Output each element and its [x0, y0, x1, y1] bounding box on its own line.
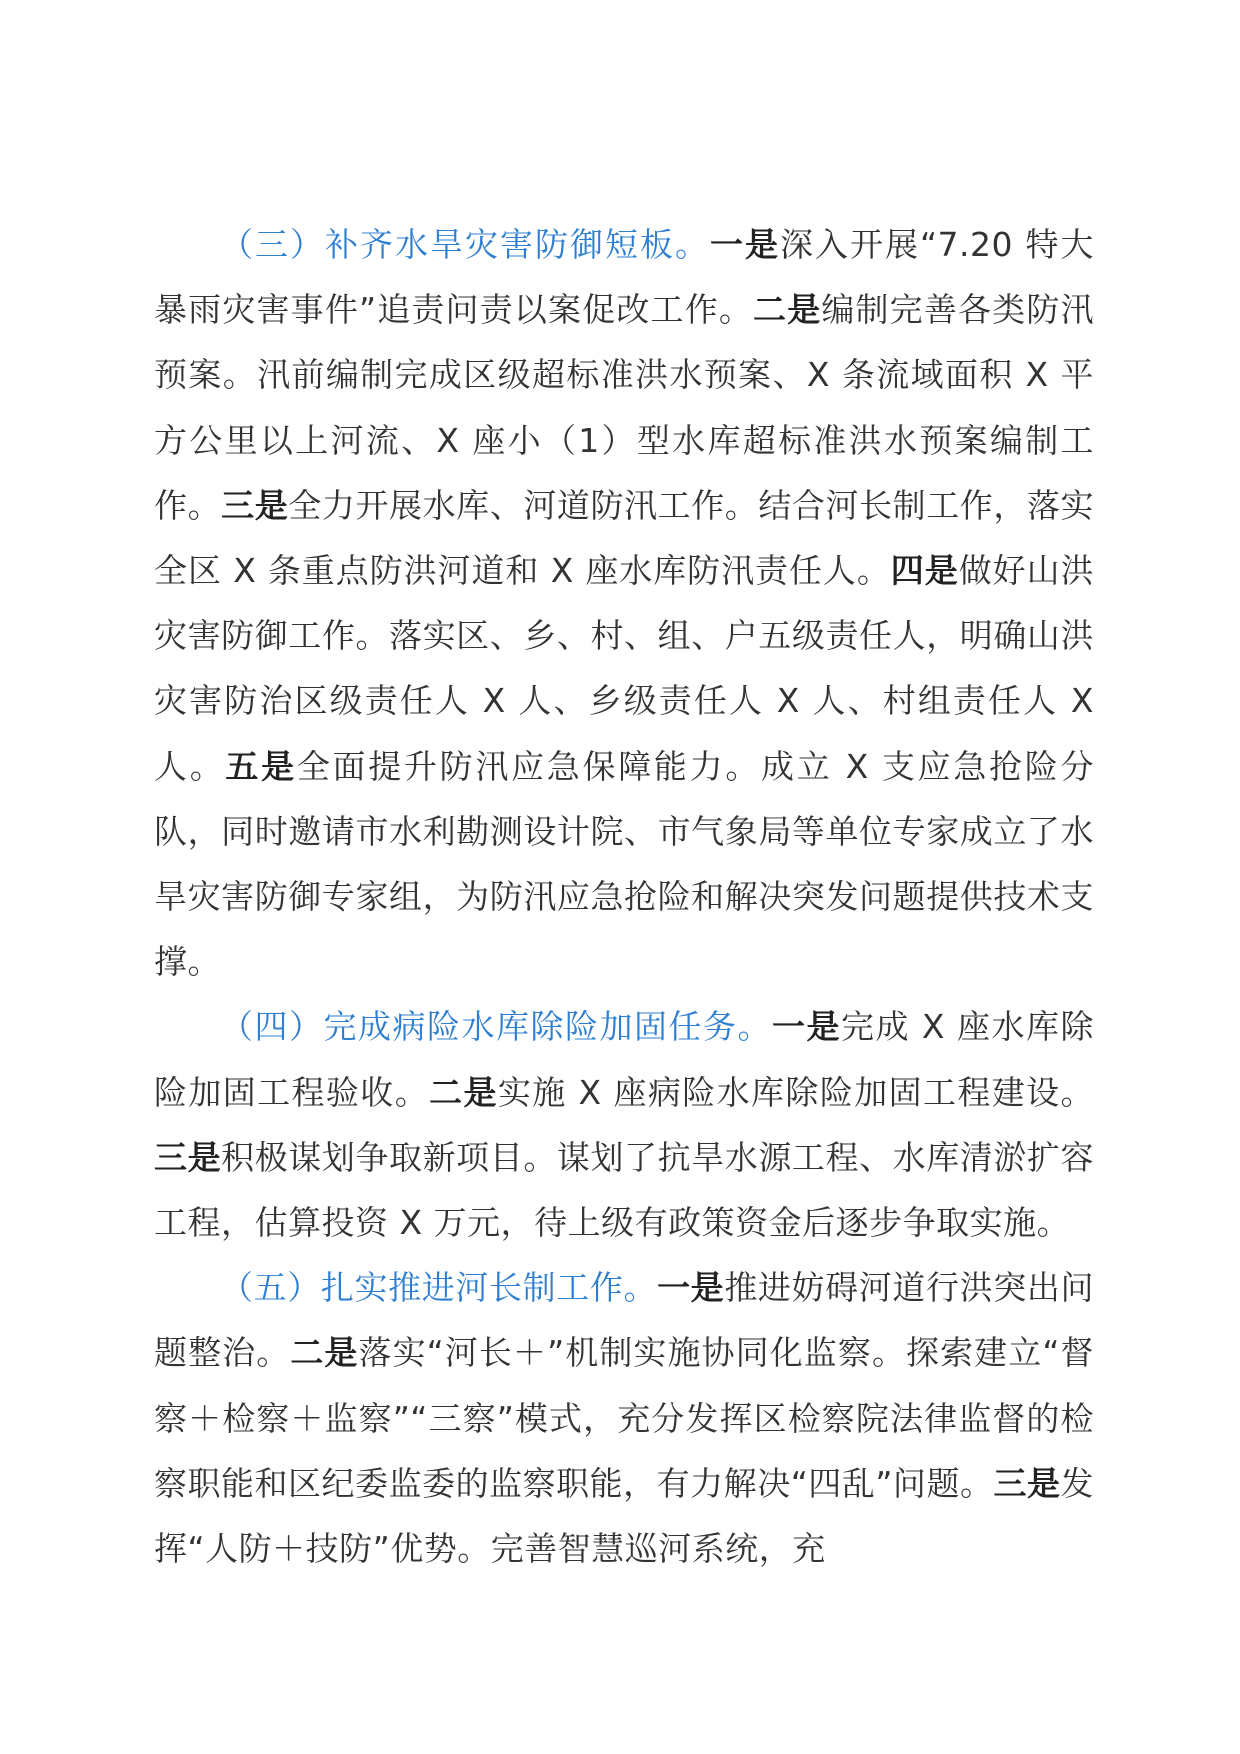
item-5-1-text: 推进妨碍河道行洪突出问题整治。 — [154, 1268, 1095, 1373]
item-5-3-text: 发挥“人防＋技防”优势。完善智慧巡河系统，充 — [154, 1463, 1094, 1569]
item-4-2-text: 实施 X 座病险水库除险加固工程建设。 — [497, 1072, 1095, 1112]
item-4-1-text: 完成 X 座水库除险加固工程验收。 — [154, 1007, 1095, 1112]
item-5-2-text: 落实“河长＋”机制实施协同化监察。探索建立“督察＋检察＋监察”“三察”模式，充分发挥区检察院法律监督的检察职能和区纪委监委的监察职能，有力解决“四乱”问题。 — [154, 1333, 1095, 1503]
item-3-1-text: 深入开展“7.20 特大暴雨灾害事件”追责问责以案促改工作。 — [154, 225, 1095, 330]
item-3-4-text: 做好山洪灾害防御工作。落实区、乡、村、组、户五级责任人，明确山洪灾害防治区级责任人 X 人、乡级责任人 X 人、村组责任人 X 人。 — [154, 551, 1095, 786]
item-5-1-label: 一是 — [657, 1268, 725, 1308]
section-4-heading: （四）完成病险水库除险加固任务。 — [220, 1007, 772, 1047]
item-3-1-label: 一是 — [709, 225, 780, 264]
document-body — [154, 212, 1094, 1581]
item-3-2-text: 编制完善各类防汛预案。汛前编制完成区级超标准洪水预案、X 条流域面积 X 平方公里以上河流、X 座小（1）型水库超标准洪水预案编制工作。 — [154, 290, 1094, 525]
item-3-5-label: 五是 — [225, 746, 297, 786]
item-3-3-text: 全力开展水库、河道防汛工作。结合河长制工作，落实全区 X 条重点防洪河道和 X 座水库防汛责任人。 — [154, 485, 1095, 591]
item-4-1-label: 一是 — [771, 1007, 841, 1047]
section-3-heading: （三）补齐水旱灾害防御短板。 — [220, 225, 710, 264]
item-5-3-label: 三是 — [993, 1463, 1061, 1503]
section-5-paragraph — [154, 1255, 1094, 1581]
item-5-2-label: 二是 — [290, 1333, 359, 1373]
item-4-3-label: 三是 — [154, 1137, 222, 1177]
item-3-3-label: 三是 — [221, 485, 289, 525]
item-3-5-text: 全面提升防汛应急保障能力。成立 X 支应急抢险分队，同时邀请市水利勘测设计院、市气象局等单位专家成立了水旱灾害防御专家组，为防汛应急抢险和解决突发问题提供技术支撑。 — [154, 746, 1095, 982]
section-3-paragraph — [154, 212, 1094, 994]
item-3-2-label: 二是 — [753, 290, 822, 330]
item-4-3-text: 积极谋划争取新项目。谋划了抗旱水源工程、水库清淤扩容工程，估算投资 X 万元，待上级有政策资金后逐步争取实施。 — [154, 1137, 1095, 1243]
section-5-heading: （五）扎实推进河长制工作。 — [220, 1268, 658, 1308]
item-3-4-label: 四是 — [890, 551, 959, 591]
section-4-paragraph — [154, 994, 1094, 1255]
item-4-2-label: 二是 — [429, 1072, 498, 1112]
